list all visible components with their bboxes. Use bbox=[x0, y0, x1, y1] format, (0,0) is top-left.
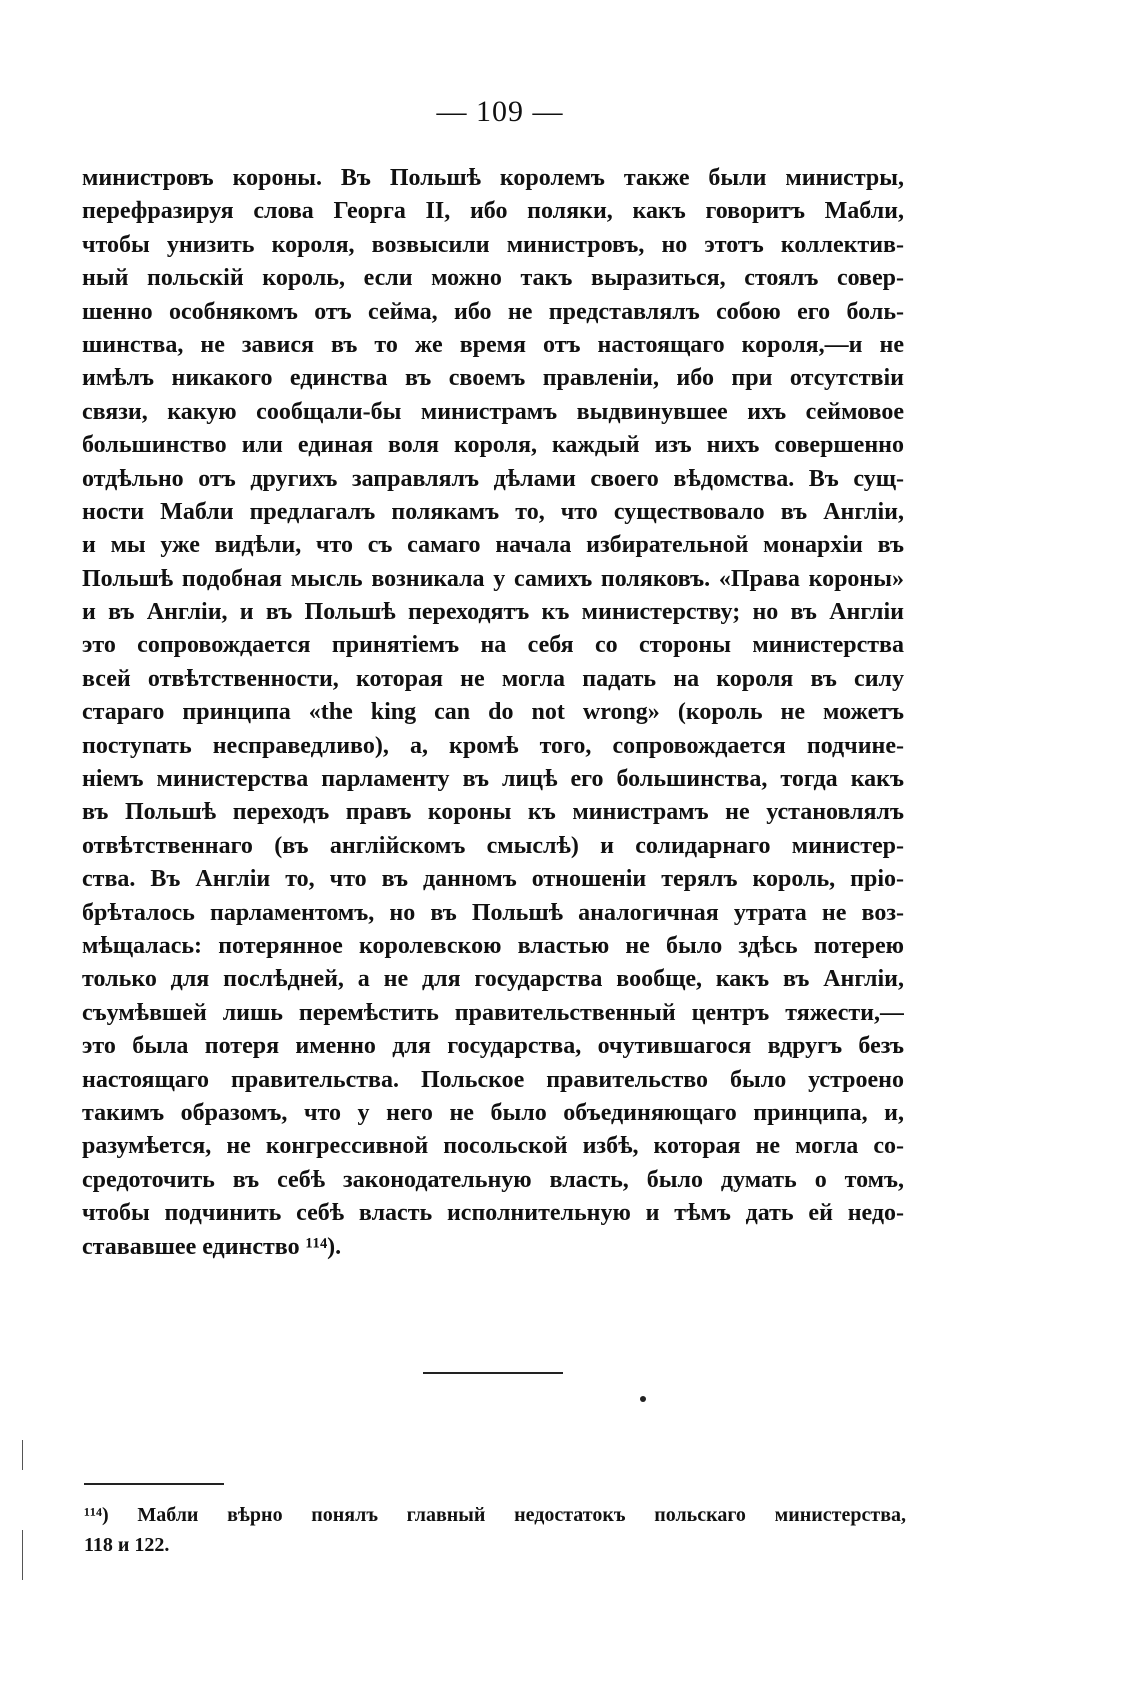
text-line: и мы уже видѣли, что съ самаго начала избирательной монархіи въ bbox=[82, 532, 904, 559]
text-line: такимъ образомъ, что у него не было объединяющаго принципа, и, bbox=[82, 1099, 904, 1126]
text-line: ный польскій король, если можно такъ выразиться, стоялъ совер- bbox=[82, 265, 904, 292]
text-line: мѣщалась: потерянное королевскою властью не было здѣсь потерею bbox=[82, 932, 904, 959]
text-line: чтобы подчинить себѣ власть исполнительную и тѣмъ дать ей недо- bbox=[82, 1200, 904, 1227]
text-line: отдѣльно отъ другихъ заправлялъ дѣлами своего вѣдомства. Въ сущ- bbox=[82, 465, 904, 492]
text-line: настоящаго правительства. Польское правительство было устроено bbox=[82, 1066, 904, 1093]
text-line: только для послѣдней, а не для государства вообще, какъ въ Англіи, bbox=[82, 966, 904, 993]
left-margin-mark bbox=[22, 1440, 23, 1470]
section-divider bbox=[423, 1372, 563, 1374]
ink-mark bbox=[640, 1396, 646, 1402]
text-line: Польшѣ подобная мысль возникала у самихъ поляковъ. «Права короны» bbox=[82, 565, 904, 592]
text-line: чтобы унизить короля, возвысили министровъ, но этотъ коллектив- bbox=[82, 231, 904, 258]
text-line: это была потеря именно для государства, очутившагося вдругъ безъ bbox=[82, 1033, 904, 1060]
body-text bbox=[82, 162, 904, 1264]
text-line: отвѣтственнаго (въ англійскомъ смыслѣ) и солидарнаго министер- bbox=[82, 832, 904, 859]
text-line: и въ Англіи, и въ Польшѣ переходятъ къ министерству; но въ Англіи bbox=[82, 599, 904, 626]
text-line: всей отвѣтственности, которая не могла падать на короля въ силу bbox=[82, 665, 904, 692]
text-line: связи, какую сообщали-бы министрамъ выдвинувшее ихъ сеймовое bbox=[82, 398, 904, 425]
text-line: поступать несправедливо), а, кромѣ того, сопровождается подчине- bbox=[82, 732, 904, 759]
text-line: стараго принципа «the king can do not wrong» (король не можетъ bbox=[82, 699, 904, 726]
text-line: это сопровождается принятіемъ на себя со стороны министерства bbox=[82, 632, 904, 659]
text-line: разумѣется, не конгрессивной посольской избѣ, которая не могла со- bbox=[82, 1133, 904, 1160]
text-line: большинство или единая воля короля, каждый изъ нихъ совершенно bbox=[82, 432, 904, 459]
text-line: ства. Въ Англіи то, что въ данномъ отношеніи терялъ король, пріо- bbox=[82, 866, 904, 893]
footnote bbox=[84, 1500, 906, 1560]
footnote-divider bbox=[84, 1483, 224, 1485]
text-line: ніемъ министерства парламенту въ лицѣ его большинства, тогда какъ bbox=[82, 766, 904, 793]
text-line: имѣлъ никакого единства въ своемъ правленіи, ибо при отсутствіи bbox=[82, 365, 904, 392]
text-line: шинства, не завися въ то же время отъ настоящаго короля,—и не bbox=[82, 331, 904, 358]
text-line: съумѣвшей лишь перемѣстить правительственный центръ тяжести,— bbox=[82, 999, 904, 1026]
page-number: — 109 — bbox=[436, 95, 564, 128]
text-line: министровъ короны. Въ Польшѣ королемъ также были министры, bbox=[82, 165, 904, 191]
footnote-line: ¹¹⁴) Мабли вѣрно понялъ главный недостатокъ польскаго министерства, bbox=[84, 1504, 906, 1526]
left-margin-mark bbox=[22, 1530, 23, 1580]
text-line: шенно особнякомъ отъ сейма, ибо не представлялъ собою его боль- bbox=[82, 298, 904, 325]
text-line: стававшее единство ¹¹⁴). bbox=[82, 1233, 342, 1260]
footnote-line: 118 и 122. bbox=[84, 1534, 170, 1556]
text-line: брѣталось парламентомъ, но въ Польшѣ аналогичная утрата не воз- bbox=[82, 899, 904, 926]
text-line: ности Мабли предлагалъ полякамъ то, что существовало въ Англіи, bbox=[82, 498, 904, 525]
text-line: въ Польшѣ переходъ правъ короны къ министрамъ не установлялъ bbox=[82, 799, 904, 826]
text-line: перефразируя слова Георга II, ибо поляки, какъ говоритъ Мабли, bbox=[82, 198, 904, 225]
text-line: средоточить въ себѣ законодательную власть, было думать о томъ, bbox=[82, 1166, 904, 1193]
